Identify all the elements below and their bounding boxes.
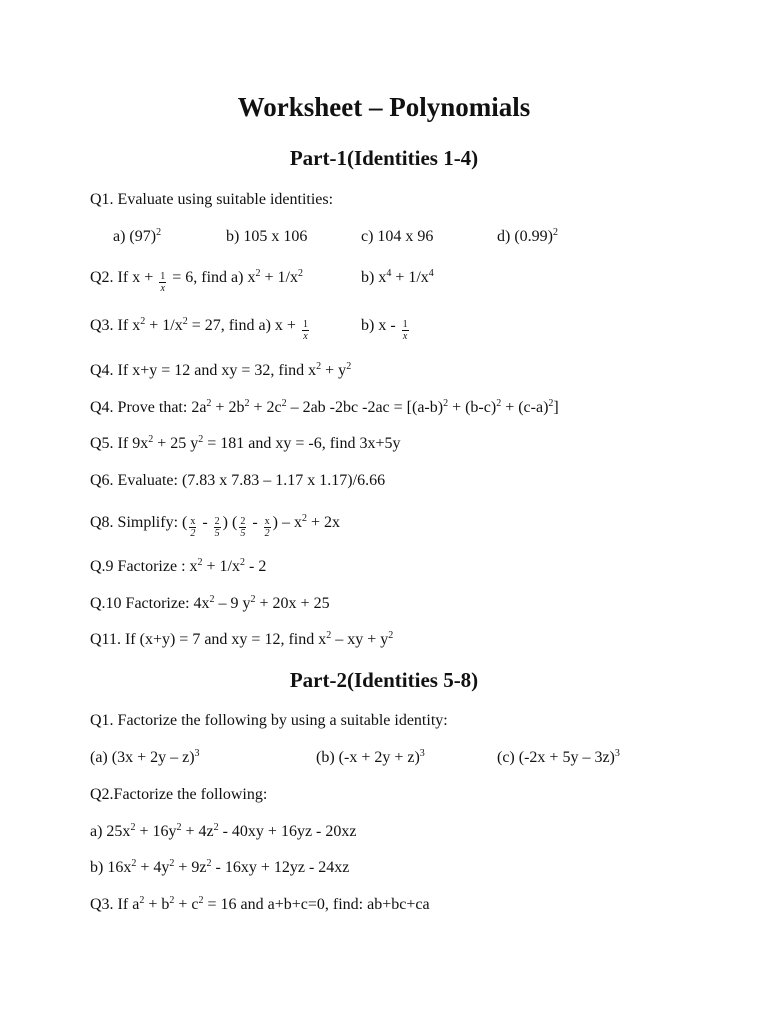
p1-q1-option-b: b) 105 x 106 — [226, 228, 308, 245]
p1-q1-option-c: c) 104 x 96 — [361, 228, 434, 245]
p2-q2-part-b: b) $16x^2 + 4y^2 + 9z^2 - 16xy + 12yz - 24xz$ — [90, 858, 350, 876]
p2-q1-option-b: (b) $(-x + 2y + z)^3$ — [316, 748, 425, 766]
p1-q11: Q11. If (x+y) = 7 and xy = 12, find $x^2$ – xy + $y^2$ — [90, 630, 394, 648]
p1-q2: Q2. If x + $\frac{1}{x}$ = 6, find a) $x^2 + 1/x^2$ — [90, 268, 303, 294]
p2-q3: Q3. If $a^2 + b^2 + c^2 = 16$ and a+b+c=0, find: ab+bc+ca — [90, 895, 430, 913]
worksheet-title: Worksheet – Polynomials — [237, 92, 531, 122]
p2-q1-text: Q1. Factorize the following by using a suitable identity: — [90, 712, 448, 729]
p1-q5: Q5. If $9x^2 + 25$ $y^2 = 181$ and xy = -6, find 3x+5y — [90, 434, 401, 452]
p1-q9: Q.9 Factorize : $x^2 + 1/x^2 - 2$ — [90, 557, 267, 575]
p1-q8: Q8. Simplify: ( $\frac{x}{2}$ - $\frac{2}{5}$ ) ( $\frac{2}{5}$ - $\frac{x}{2}$ ) – $x^2 + 2x$ — [90, 513, 341, 539]
p1-q1-option-d: d) $(0.99)^2$ — [497, 227, 558, 245]
p1-q10: Q.10 Factorize: $4x^2 - 9$ $y^2 + 20x + 25$ — [90, 594, 330, 612]
p1-q2-part-b: b) $x^4 + 1/x^4$ — [361, 268, 434, 286]
p1-q6: Q6. Evaluate: (7.83 x 7.83 – 1.17 x 1.17)/6.66 — [90, 472, 386, 489]
fraction-2-over-5: $\frac{2}{5}$ — [240, 516, 246, 539]
p1-q1-text: Q1. Evaluate using suitable identities: — [90, 191, 334, 208]
fraction-x-over-2: $\frac{x}{2}$ — [190, 516, 196, 539]
p1-q1-option-a: a) $(97)^2$ — [113, 227, 162, 245]
p2-q2-text: Q2.Factorize the following: — [90, 786, 268, 803]
fraction-1-over-x: $\frac{1}{x}$ — [160, 271, 166, 294]
part1-heading: Part-1(Identities 1-4) — [289, 146, 479, 170]
p1-q4-first: Q4. If x+y = 12 and xy = 32, find $x^2 + y^2$ — [90, 361, 352, 379]
fraction-2-over-5: $\frac{2}{5}$ — [214, 516, 220, 539]
p2-q1-option-c: (c) $(-2x + 5y - 3z)^3$ — [497, 748, 620, 766]
p1-q4-second: Q4. Prove that: $2a^2 + 2b^2 + 2c^2 - 2ab$ -2bc $-2ac = [(a-b)^2 + (b-c)^2 + (c-a)^2]$ — [90, 398, 559, 416]
fraction-1-over-x: $\frac{1}{x}$ — [302, 319, 308, 342]
p1-q3: Q3. If $x^2 + 1/x^2 = 27$, find a) x + $\frac{1}{x}$ — [90, 316, 308, 342]
part2-heading: Part-2(Identities 5-8) — [289, 668, 479, 692]
fraction-1-over-x: $\frac{1}{x}$ — [402, 319, 408, 342]
p2-q2-part-a: a) $25x^2 + 16y^2 + 4z^2 - 40xy + 16yz - 20xz$ — [90, 822, 357, 840]
fraction-x-over-2: $\frac{x}{2}$ — [264, 516, 270, 539]
p2-q1-option-a: (a) $(3x + 2y - z)^3$ — [90, 748, 200, 766]
p1-q3-part-b: b) x - $\frac{1}{x}$ — [361, 317, 408, 342]
